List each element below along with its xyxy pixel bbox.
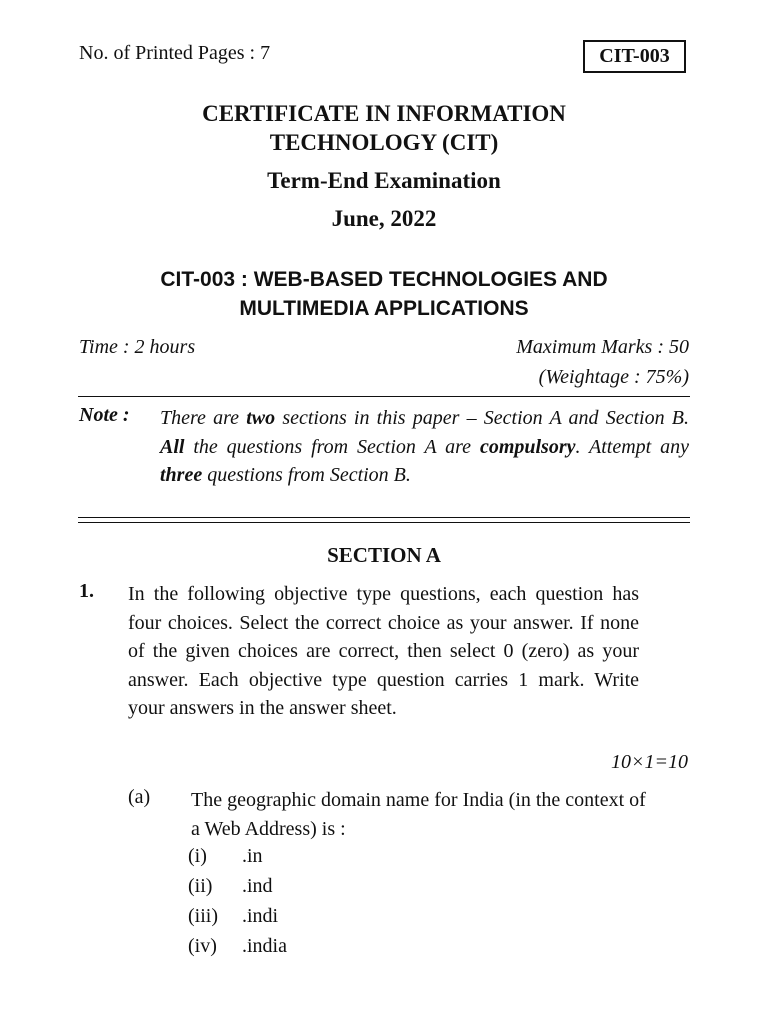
paper-code-box: CIT-003 (583, 40, 686, 73)
weightage: (Weightage : 75%) (538, 366, 689, 388)
exam-title: Term-End Examination (267, 168, 501, 193)
note-label: Note : (79, 404, 130, 426)
divider-top (78, 396, 690, 397)
programme-title-line-1: CERTIFICATE IN INFORMATION (202, 101, 566, 126)
section-a-heading: SECTION A (327, 543, 441, 567)
printed-pages-count: No. of Printed Pages : 7 (79, 42, 271, 64)
option-label: (i) (188, 845, 207, 867)
option-label: (iii) (188, 905, 218, 927)
question-instructions: In the following objective type questions, each question has four choices. Select the correct choice as your answer. If none of the given choices are correct, then select 0 (zero) as your answer. Each objective type question carries 1 mark. Write your answers in the answer sheet. (128, 583, 639, 719)
course-title-line-2: MULTIMEDIA APPLICATIONS (239, 297, 529, 320)
option-text: .indi (242, 905, 279, 927)
sub-question-label: (a) (128, 786, 151, 808)
exam-session: June, 2022 (331, 206, 437, 231)
option-text: .ind (242, 875, 273, 897)
programme-title-line-2: TECHNOLOGY (CIT) (269, 130, 499, 155)
option-text: .in (242, 845, 263, 867)
option-item (188, 905, 278, 928)
sub-question-text: The geographic domain name for India (in the context of a Web Address) is : (191, 789, 646, 840)
maximum-marks: Maximum Marks : 50 (516, 336, 689, 358)
course-title-line-1: CIT-003 : WEB-BASED TECHNOLOGIES AND (160, 268, 608, 291)
question-marks: 10×1=10 (611, 751, 688, 773)
option-item (188, 845, 263, 868)
option-text: .india (242, 935, 287, 957)
option-item (188, 935, 287, 958)
divider-double-upper (78, 517, 690, 518)
time-allowed: Time : 2 hours (79, 336, 196, 358)
option-label: (ii) (188, 875, 213, 897)
option-item (188, 875, 273, 898)
question-number: 1. (79, 580, 94, 602)
divider-double-lower (78, 522, 690, 523)
note-text: There are two sections in this paper – Section A and Section B. All the questions from Section A are compulsory. Attempt any three questions from Section B. (160, 407, 689, 486)
option-label: (iv) (188, 935, 217, 957)
